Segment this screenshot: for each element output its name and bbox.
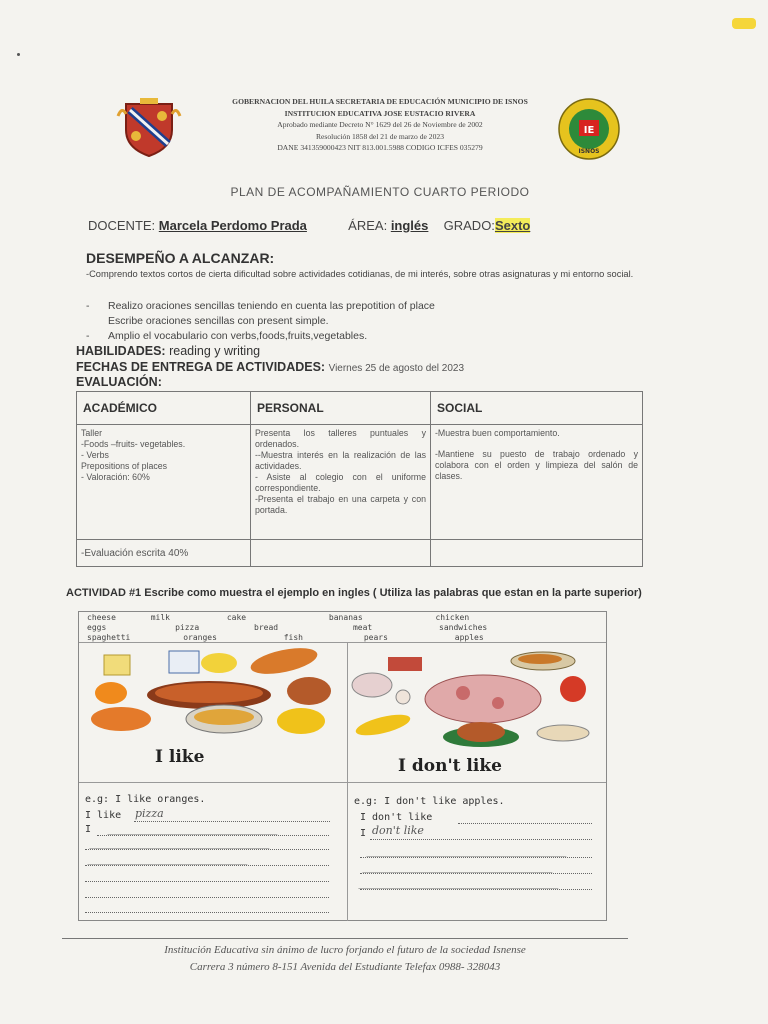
i-dont-like-answers [348,782,606,921]
line-prefix: I [85,824,92,835]
institution-header [190,96,570,154]
answer-line [458,823,592,824]
grado-label: GRADO: [443,218,495,233]
i-dont-like-label: I don't like [398,756,502,776]
municipal-crest-logo [116,96,182,158]
disliked-foods-image [348,643,606,755]
seal-letters: IE [583,125,595,136]
liked-foods-illustration [79,642,348,783]
footer-line-1: Institución Educativa sin ánimo de lucro forjando el futuro de la sociedad Isnense [164,944,526,956]
word: eggs [87,623,107,632]
academico-item: - Valoración: 60% [81,472,150,482]
social-item: -Muestra buen comportamiento. [435,428,560,438]
footer-divider [62,938,628,939]
activity-title: ACTIVIDAD #1 Escribe como muestra el ejemplo en ingles ( Utiliza las palabras que estan en la parte superior) [66,587,642,599]
word-bank-row-3 [87,633,484,642]
fechas-row [76,360,464,374]
header-social: SOCIAL [431,392,643,425]
grado-value: Sexto [494,218,531,233]
social-cell [431,425,643,540]
seal-text: ISNOS [578,148,600,155]
social-item: -Mantiene su puesto de trabajo ordenado y colabora con el orden y limpieza del salón de clases. [435,449,638,481]
bullet-2-text: Amplio el vocabulario con verbs,foods,fruits,vegetables. [108,330,368,342]
liked-foods-image [79,643,347,753]
personal-item: --Muestra interés en la realización de las actividades. [255,450,426,471]
word: oranges [183,633,217,642]
handwriting-scribble [87,855,251,865]
answer-line [97,835,329,836]
personal-cell [251,425,431,540]
header-line-2: INSTITUCION EDUCATIVA JOSE EUSTACIO RIVERA [284,108,476,118]
evaluacion-heading: EVALUACIÓN: [76,375,162,389]
like-handwritten-answer: pizza [135,807,164,820]
dont-like-handwritten-answer: don't like [372,824,424,837]
fechas-label: FECHAS DE ENTREGA DE ACTIVIDADES: [76,360,326,374]
handwriting-scribble [107,825,281,835]
word: apples [454,633,484,642]
academico-cell [77,425,251,540]
academico-item: - Verbs [81,450,109,460]
i-like-label: I like [155,747,205,767]
escrita-cell: -Evaluación escrita 40% [77,540,251,567]
desempeno-bullet-1: - Realizo oraciones sencillas teniendo en cuenta las prepotition of place [86,300,435,312]
sticky-note-mark [732,18,756,29]
example-dont-like: e.g: I don't like apples. [354,796,505,807]
docente-label: DOCENTE: [88,218,156,233]
answer-line [85,897,329,898]
school-seal-logo [558,98,620,160]
personal-item: - Asiste al colegio con el uniforme correspondiente. [255,472,426,493]
answer-line [360,873,592,874]
academico-item: -Foods –fruits- vegetables. [81,439,186,449]
personal-item: Presenta los talleres puntuales y ordenados. [255,428,426,449]
answer-line [134,821,330,822]
evaluation-footer-row [77,540,643,567]
academico-item: Taller [81,428,103,438]
disliked-foods-illustration [348,642,606,783]
line-prefix: I [360,828,367,839]
header-line-5: DANE 341359000423 NIT 813.001.5988 CODIGO ICFES 035279 [277,143,483,152]
header-academico: ACADÉMICO [77,392,251,425]
word: sandwiches [439,623,488,632]
academico-item: Prepositions of places [81,461,168,471]
scan-speck [17,53,20,56]
word-bank-row-1 [87,613,469,622]
word: chicken [435,613,470,622]
answer-line [85,912,329,913]
word: spaghetti [87,633,131,642]
area-value: inglés [390,218,429,233]
word-bank-row-2 [87,623,487,632]
teacher-info-row [88,218,648,233]
example-like: e.g: I like oranges. [85,794,206,805]
word: fish [283,633,303,642]
word: pizza [175,623,200,632]
handwriting-scribble [362,863,556,873]
answer-line [85,865,329,866]
word: bananas [328,613,363,622]
habilidades-label: HABILIDADES: [76,344,166,358]
handwriting-scribble [89,839,273,849]
handwriting-scribble [366,847,570,857]
word: meat [352,623,373,632]
bullet-1-text: Realizo oraciones sencillas teniendo en cuenta las prepotition of place [108,300,435,312]
word: bread [254,623,279,632]
dont-like-prompt: I don't like [360,812,433,823]
answer-line [360,889,592,890]
handwriting-scribble [358,879,562,889]
word: cake [226,613,247,622]
word: pears [363,633,388,642]
desempeno-heading: DESEMPEÑO A ALCANZAR: [86,250,275,266]
answer-line [85,881,329,882]
like-prompt: I like [85,810,122,821]
header-line-3: Aprobado mediante Decreto N° 1629 del 26 de Noviembre de 2002 [277,120,483,129]
word: milk [150,613,170,622]
empty-cell [431,540,643,567]
header-personal: PERSONAL [251,392,431,425]
empty-cell [251,540,431,567]
desempeno-description: -Comprendo textos cortos de cierta dificultad sobre actividades cotidianas, de mi interés, sobre otras asignaturas y mi entorno social. [86,269,634,279]
header-line-4: Resolución 1858 del 21 de marzo de 2023 [315,131,444,141]
footer-line-2: Carrera 3 número 8-151 Avenida del Estudiante Telefax 0988- 328043 [189,961,501,973]
word: cheese [87,613,116,622]
answer-line [370,839,592,840]
worksheet-box [78,611,607,921]
area-label: ÁREA: [348,218,388,233]
personal-item: -Presenta el trabajo en una carpeta y con portada. [255,494,426,515]
i-like-answers [79,782,348,921]
docente-value: Marcela Perdomo Prada [158,218,307,233]
evaluation-header-row [77,392,643,425]
plan-title: PLAN DE ACOMPAÑAMIENTO CUARTO PERIODO [230,185,530,199]
header-line-1: GOBERNACION DEL HUILA SECRETARIA DE EDUCACIÓN MUNICIPIO DE ISNOS [232,97,528,106]
desempeno-bullet-2: - Amplio el vocabulario con verbs,foods,fruits,vegetables. [86,330,368,342]
answer-line [360,857,592,858]
evaluation-content-row [77,425,643,540]
answer-line [85,849,329,850]
evaluation-table [76,391,643,567]
fechas-value: Viernes 25 de agosto del 2023 [328,363,465,374]
desempeno-bullet-1b: Escribe oraciones sencillas con present simple. [108,315,329,327]
habilidades-value: reading y writing [169,344,261,358]
habilidades-row [76,344,260,358]
